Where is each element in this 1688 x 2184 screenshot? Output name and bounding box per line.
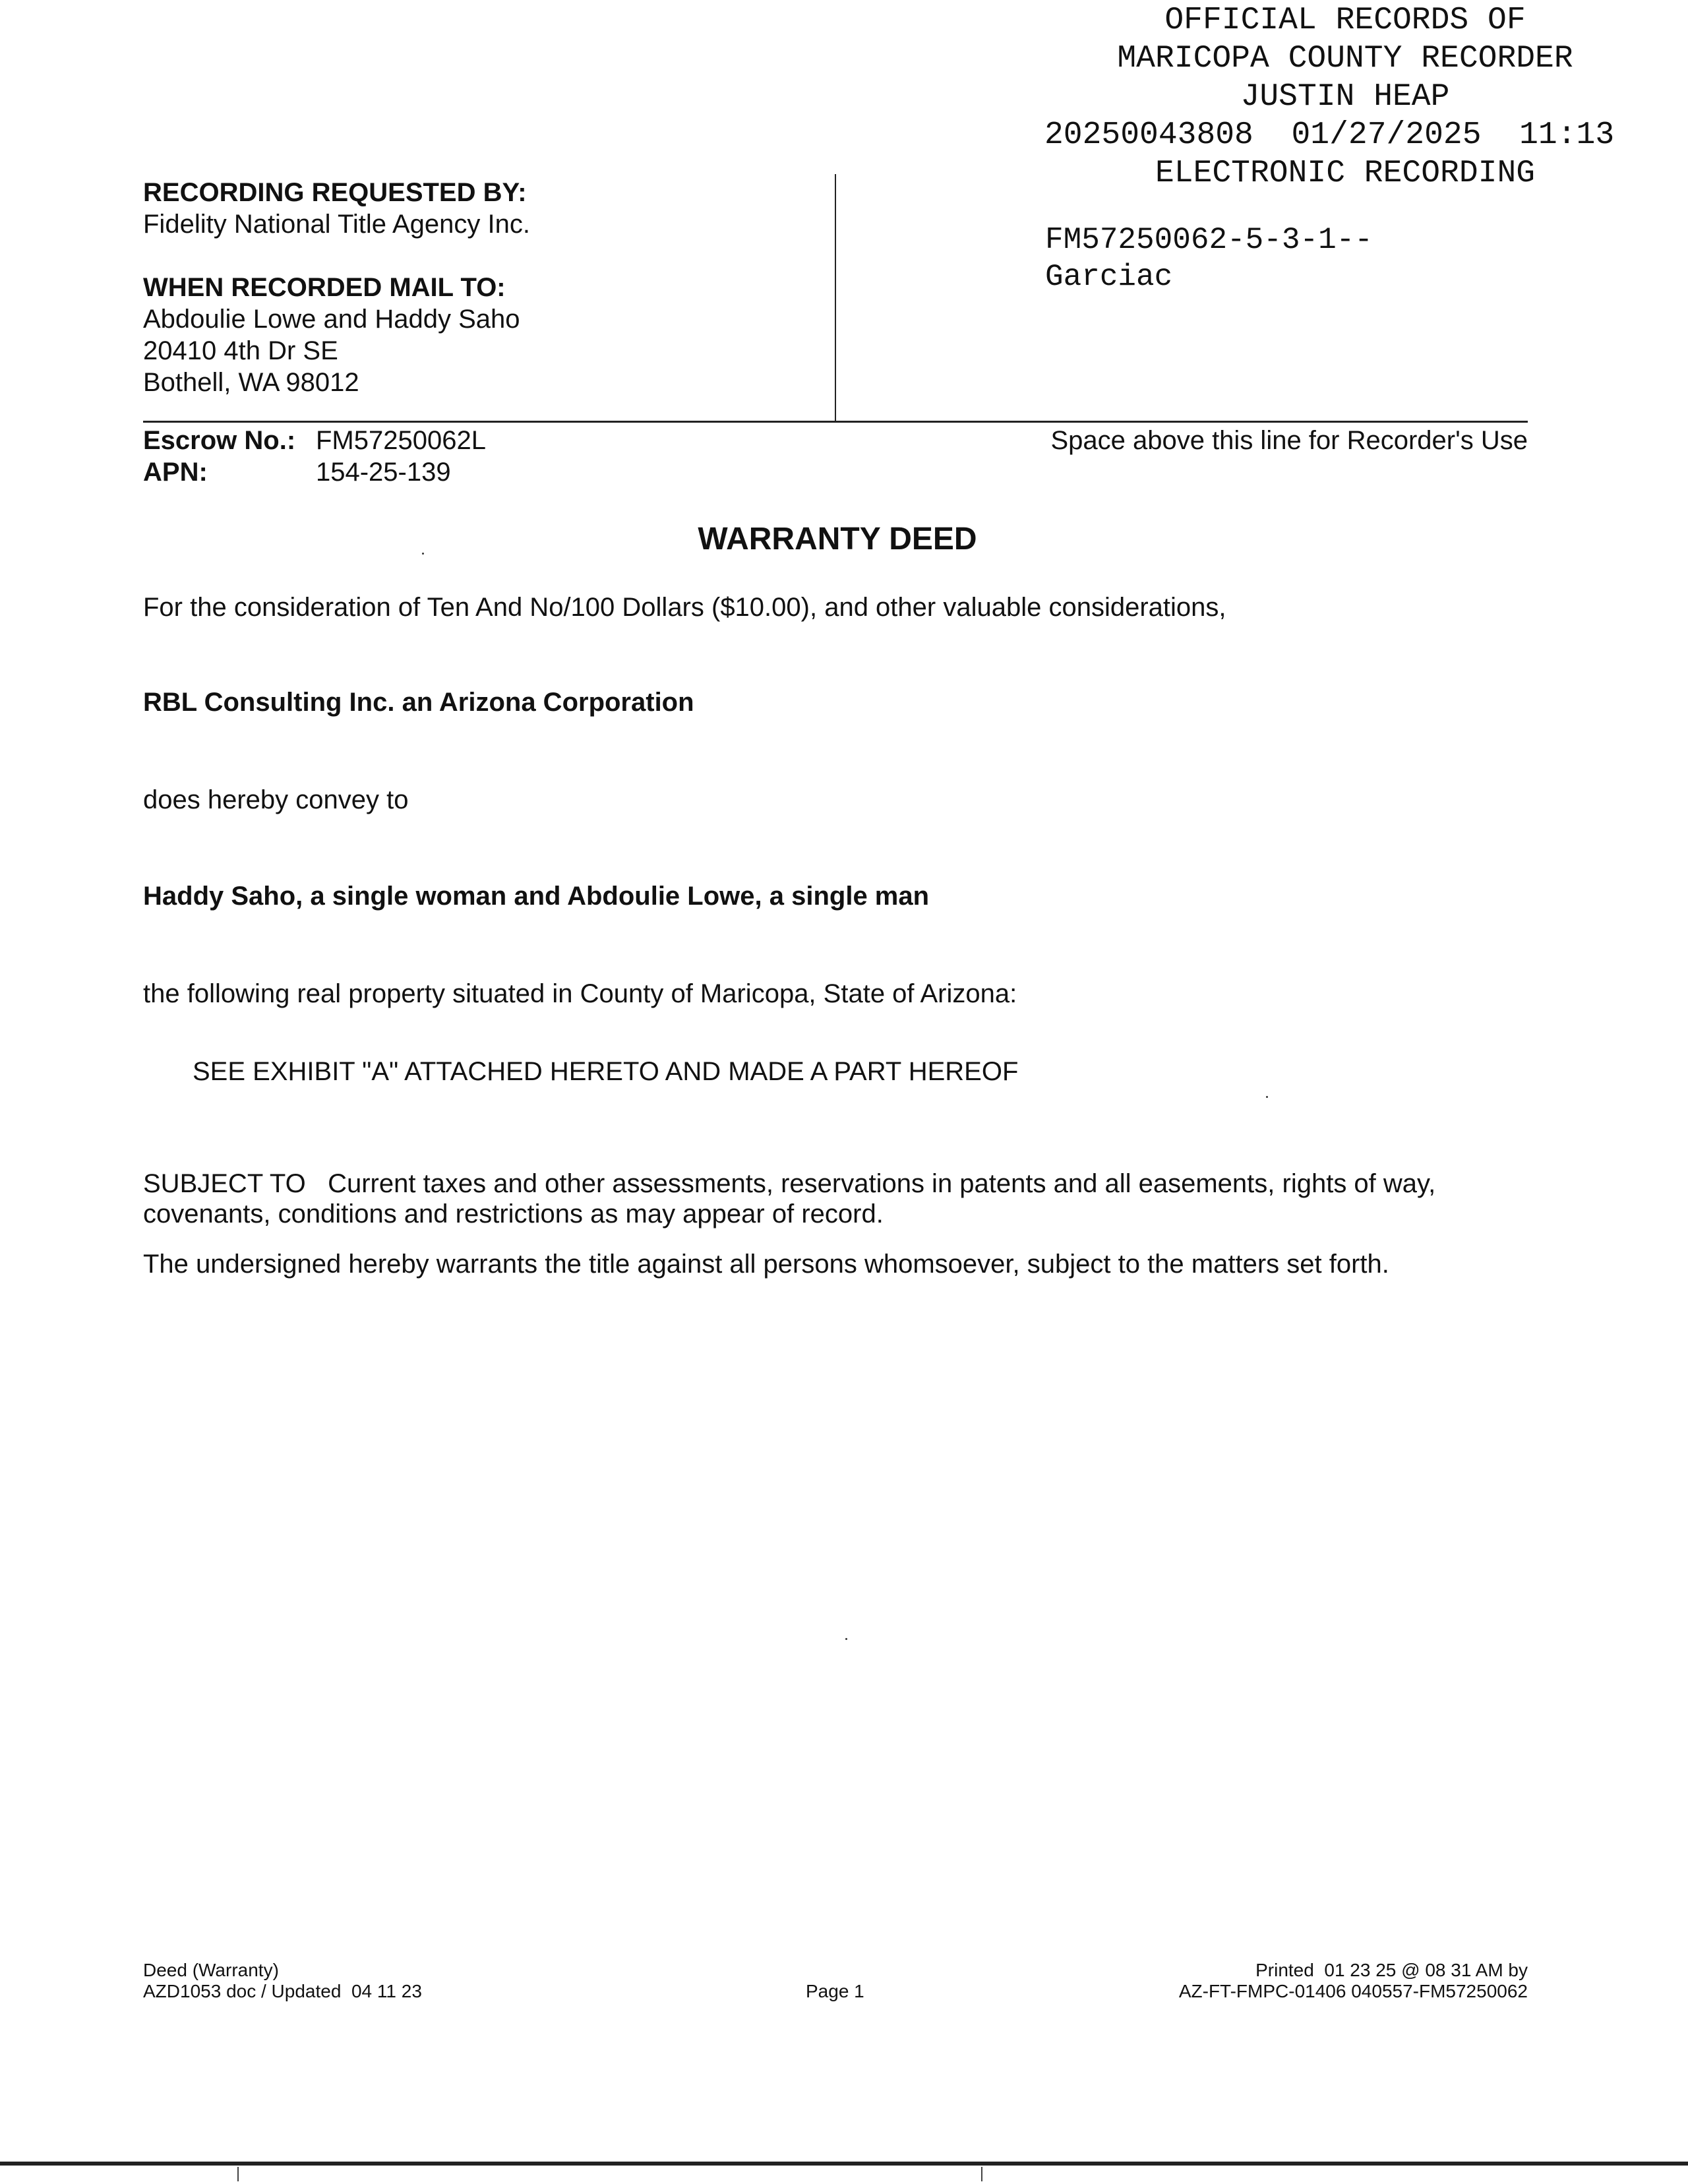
recording-requested-label: RECORDING REQUESTED BY:	[143, 178, 527, 207]
mail-to-city: Bothell, WA 98012	[143, 368, 359, 397]
scan-speck	[845, 1638, 847, 1640]
apn-label: APN:	[143, 458, 208, 487]
consideration-text: For the consideration of Ten And No/100 Dollars ($10.00), and other valuable considerations,	[143, 593, 1226, 622]
scan-speck	[422, 553, 424, 555]
page-bottom-rule	[0, 2162, 1688, 2166]
escrow-row	[143, 425, 486, 456]
mail-to-name: Abdoulie Lowe and Haddy Saho	[143, 305, 520, 334]
footer-right	[1179, 1960, 1528, 2002]
mail-to-block	[143, 272, 520, 398]
printed-reference: AZ-FT-FMPC-01406 040557-FM57250062	[1178, 1981, 1528, 2001]
record-number: 20250043808	[1044, 117, 1253, 153]
stamp-record-line	[1029, 116, 1662, 154]
header-vertical-divider	[835, 174, 836, 422]
property-text: the following real property situated in County of Maricopa, State of Arizona:	[143, 979, 1017, 1008]
apn-row	[143, 456, 486, 488]
clerk-name: Garciac	[1045, 260, 1173, 294]
record-date: 01/27/2025	[1291, 117, 1482, 153]
record-time: 11:13	[1519, 117, 1615, 153]
grantor-name: RBL Consulting Inc. an Arizona Corporation	[143, 688, 694, 717]
recorder-use-rule	[143, 421, 1528, 423]
mail-to-label: WHEN RECORDED MAIL TO:	[143, 273, 506, 302]
document-title: WARRANTY DEED	[698, 522, 977, 557]
escrow-block	[143, 425, 486, 488]
bottom-tick	[981, 2167, 982, 2181]
recorder-use-note: Space above this line for Recorder's Use	[1050, 426, 1528, 455]
exhibit-reference: SEE EXHIBIT "A" ATTACHED HERETO AND MADE A PART HEREOF	[193, 1057, 1019, 1086]
stamp-line-1: OFFICIAL RECORDS OF	[1164, 3, 1526, 38]
bottom-tick	[237, 2167, 239, 2181]
stamp-line-3: JUSTIN HEAP	[1240, 79, 1450, 115]
page-number: Page 1	[806, 1981, 864, 2001]
form-name: Deed (Warranty)	[143, 1960, 279, 1980]
escrow-label: Escrow No.:	[143, 426, 296, 455]
convey-text: does hereby convey to	[143, 785, 409, 814]
escrow-value: FM57250062L	[316, 426, 486, 455]
form-code: AZD1053 doc / Updated 04 11 23	[143, 1981, 422, 2001]
recording-requested-value: Fidelity National Title Agency Inc.	[143, 210, 530, 239]
mail-to-street: 20410 4th Dr SE	[143, 336, 338, 365]
warranty-text: The undersigned hereby warrants the title against all persons whomsoever, subject to the matters set forth.	[143, 1250, 1389, 1279]
file-ref: FM57250062-5-3-1--	[1045, 223, 1373, 257]
stamp-file-reference	[1045, 222, 1373, 295]
subject-to-line-1: SUBJECT TO Current taxes and other assessments, reservations in patents and all easements, rights of way,	[143, 1169, 1436, 1198]
grantee-names: Haddy Saho, a single woman and Abdoulie Lowe, a single man	[143, 882, 930, 911]
stamp-line-5: ELECTRONIC RECORDING	[1155, 156, 1536, 191]
subject-to-line-2: covenants, conditions and restrictions as may appear of record.	[143, 1199, 884, 1228]
recording-requested-block	[143, 177, 530, 240]
apn-value: 154-25-139	[316, 458, 451, 487]
stamp-line-2: MARICOPA COUNTY RECORDER	[1117, 41, 1573, 76]
printed-info: Printed 01 23 25 @ 08 31 AM by	[1255, 1960, 1528, 1980]
recorder-stamp	[1029, 1, 1662, 193]
scan-speck	[1266, 1096, 1268, 1098]
footer-left	[143, 1960, 422, 2002]
